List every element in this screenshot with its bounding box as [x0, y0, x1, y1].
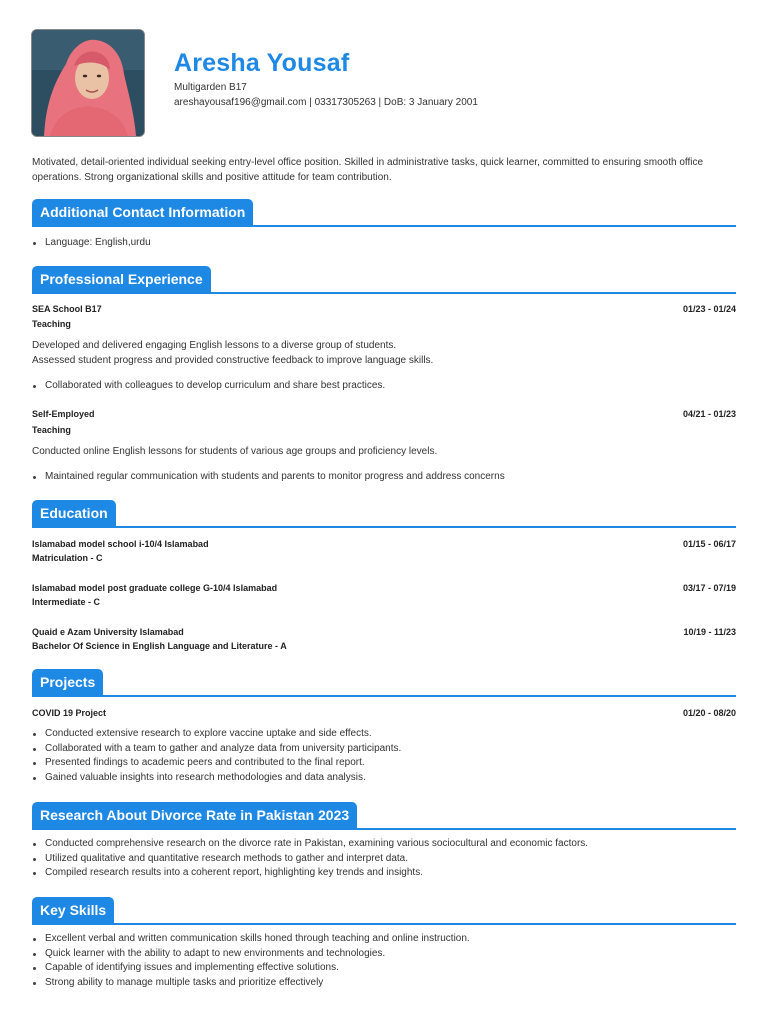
education-date: 10/19 - 11/23	[683, 627, 736, 637]
section-header-education	[32, 500, 736, 528]
job-description: Developed and delivered engaging English lessons to a diverse group of students.	[32, 340, 397, 351]
list-item: Quick learner with the ability to adapt to new environments and technologies.	[32, 947, 736, 962]
job-description: Conducted online English lessons for students of various age groups and proficiency levels.	[32, 446, 438, 457]
profile-photo	[31, 29, 145, 137]
job-row	[32, 409, 736, 419]
section-header-experience	[32, 266, 736, 294]
section-header-skills	[32, 897, 736, 925]
job-role: Teaching	[32, 319, 71, 329]
section-header-contact	[32, 199, 736, 227]
list-item: Compiled research results into a coherent report, highlighting key trends and insights.	[32, 866, 736, 881]
candidate-name: Aresha Yousaf	[174, 49, 350, 77]
list-item: Collaborated with a team to gather and analyze data from university participants.	[32, 742, 736, 757]
section-title: Education	[32, 500, 116, 528]
list-item: Maintained regular communication with students and parents to monitor progress and address concerns	[32, 470, 736, 485]
skills-bullets	[32, 932, 736, 990]
job-date: 01/23 - 01/24	[682, 304, 736, 314]
section-rule	[32, 526, 736, 528]
education-school: Islamabad model post graduate college G-10/4 Islamabad	[32, 583, 278, 593]
list-item: Collaborated with colleagues to develop curriculum and share best practices.	[32, 379, 736, 394]
education-school: Quaid e Azam University Islamabad	[32, 627, 184, 637]
education-row	[32, 583, 736, 593]
job-organization: Self-Employed	[32, 409, 95, 419]
list-item: Language: English,urdu	[32, 236, 736, 251]
section-title: Projects	[32, 669, 103, 697]
list-item: Gained valuable insights into research methodologies and data analysis.	[32, 771, 736, 786]
education-degree: Bachelor Of Science in English Language and Literature - A	[32, 641, 287, 651]
job-organization: SEA School B17	[32, 304, 102, 314]
section-rule	[32, 923, 736, 925]
profile-summary: Motivated, detail-oriented individual seeking entry-level office position. Skilled in administrative tasks, quick learner, committed to ensuring smooth office operations. Strong organizational skills and positive attitude for team contribution.	[32, 157, 704, 183]
job-bullets	[32, 379, 736, 394]
list-item: Utilized qualitative and quantitative research methods to gather and interpret data.	[32, 852, 736, 867]
list-item: Strong ability to manage multiple tasks and prioritize effectively	[32, 976, 736, 991]
project-bullets	[32, 727, 736, 785]
profile-photo-image	[32, 30, 144, 136]
list-item: Capable of identifying issues and implementing effective solutions.	[32, 961, 736, 976]
list-item: Excellent verbal and written communication skills honed through teaching and online instruction.	[32, 932, 736, 947]
list-item: Conducted extensive research to explore vaccine uptake and side effects.	[32, 727, 736, 742]
education-row	[32, 627, 736, 637]
job-row	[32, 304, 736, 314]
research-bullets	[32, 837, 736, 881]
list-item: Conducted comprehensive research on the divorce rate in Pakistan, examining various sociocultural and economic factors.	[32, 837, 736, 852]
project-name: COVID 19 Project	[32, 708, 107, 718]
section-title: Key Skills	[32, 897, 114, 925]
candidate-contact-line: areshayousaf196@gmail.com | 03317305263 | DoB: 3 January 2001	[174, 97, 478, 108]
job-description: Assessed student progress and provided constructive feedback to improve language skills.	[32, 354, 434, 366]
section-header-research	[32, 802, 736, 830]
project-date: 01/20 - 08/20	[682, 708, 736, 718]
contact-list	[32, 236, 736, 251]
job-bullets	[32, 470, 736, 485]
education-row	[32, 539, 736, 549]
candidate-address: Multigarden B17	[174, 82, 247, 93]
education-degree: Intermediate - C	[32, 597, 101, 607]
section-title: Research About Divorce Rate in Pakistan 2023	[32, 802, 357, 830]
education-degree: Matriculation - C	[32, 553, 103, 563]
job-role: Teaching	[32, 425, 71, 435]
list-item: Presented findings to academic peers and contributed to the final report.	[32, 756, 736, 771]
education-date: 03/17 - 07/19	[682, 583, 736, 593]
section-rule	[32, 695, 736, 697]
section-header-projects	[32, 669, 736, 697]
job-date: 04/21 - 01/23	[682, 409, 736, 419]
section-title: Additional Contact Information	[32, 199, 253, 227]
section-title: Professional Experience	[32, 266, 211, 294]
project-row	[32, 708, 736, 718]
education-date: 01/15 - 06/17	[682, 539, 736, 549]
education-school: Islamabad model school i-10/4 Islamabad	[32, 539, 209, 549]
